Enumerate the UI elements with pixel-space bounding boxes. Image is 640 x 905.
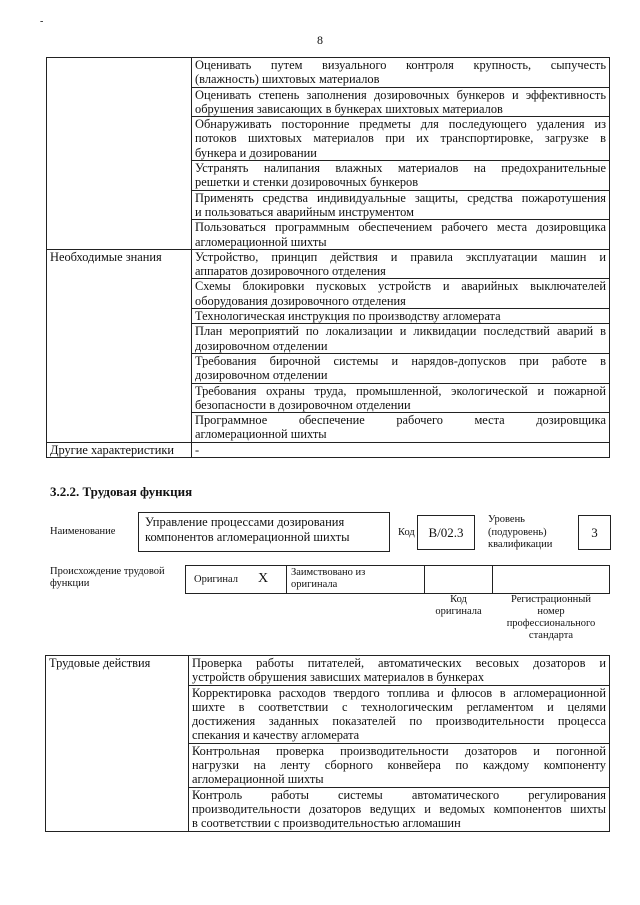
row-description xyxy=(192,87,610,117)
reg-caption-line2: номер xyxy=(537,606,565,617)
row-description xyxy=(189,743,610,787)
description-line: и пользоваться аварийным инструментом xyxy=(195,204,414,219)
table2-body xyxy=(46,656,610,832)
row-description xyxy=(192,383,610,413)
name-value-line1: Управление процессами дозирования xyxy=(145,515,345,529)
row-label: Необходимые знания xyxy=(47,249,192,442)
row-description xyxy=(189,787,610,831)
description-line: агломерационной шихты xyxy=(192,772,324,787)
description-line: шихте в соответствии с технологическим регламентом и целями xyxy=(192,699,606,714)
description-line: Требования охраны труда, промышленной, экологической и пожарной xyxy=(195,383,606,398)
original-label: Оригинал xyxy=(194,574,238,585)
table1-row xyxy=(47,249,610,279)
description-line: в соответствии с производительностью агломашин xyxy=(192,816,461,831)
row-description xyxy=(192,279,610,309)
row-description xyxy=(192,220,610,250)
description-line: Оценивать путем визуального контроля крупность, сыпучесть xyxy=(195,58,606,72)
code-caption-line2: оригинала xyxy=(435,606,482,617)
row-description xyxy=(192,442,610,457)
description-line: обрушения зависающих в бункерах шихтовых материалов xyxy=(195,101,503,116)
labor-actions-table xyxy=(45,655,610,832)
name-label: Наименование xyxy=(50,526,116,537)
description-line: нагрузки на ленту сборного конвейера по каждому компоненту xyxy=(192,758,606,773)
description-line: Требования бирочной системы и нарядов-допусков при работе в xyxy=(195,353,606,368)
origin-divider-3 xyxy=(492,565,493,593)
reg-number-caption xyxy=(493,594,609,642)
description-line: Программное обеспечение рабочего места дозировщика xyxy=(195,413,606,428)
row-label xyxy=(47,58,192,250)
description-line: спекания и качеству агломерата xyxy=(192,728,360,743)
description-line: План мероприятий по локализации и ликвидации последствий аварий в xyxy=(195,324,606,339)
description-line: Технологическая инструкция по производству агломерата xyxy=(195,309,501,324)
row-description xyxy=(192,161,610,191)
description-line: Оценивать степень заполнения дозировочных бункеров и эффективность xyxy=(195,87,606,102)
description-line: дозировочном отделении xyxy=(195,338,328,353)
description-line: достижения заданных показателей по производительности процесса xyxy=(192,714,606,729)
description-line: безопасности в дозировочном отделении xyxy=(195,397,411,412)
description-line: (влажность) шихтовых материалов xyxy=(195,72,380,87)
borrowed-line2: оригинала xyxy=(291,579,338,590)
reg-caption-line3: профессионального xyxy=(506,618,596,629)
level-label-line3: квалификации xyxy=(488,539,553,550)
description-line: Корректировка расходов твердого топлива и флюсов в агломерационной xyxy=(192,685,606,700)
description-line: Схемы блокировки пусковых устройств и аварийных выключателей xyxy=(195,279,606,294)
page-number: 8 xyxy=(317,33,323,47)
level-label xyxy=(488,514,552,552)
code-caption-line1: Код xyxy=(450,594,467,605)
origin-label-line1: Происхождение трудовой xyxy=(50,566,165,577)
description-line: потоков шихтовых материалов при их транспортировке, загрузке в xyxy=(195,131,606,146)
level-label-line2: (подуровень) xyxy=(488,526,547,538)
code-value: В/02.3 xyxy=(428,525,464,540)
level-value: 3 xyxy=(591,525,598,540)
borrowed-line1: Заимствовано из xyxy=(291,567,366,578)
description-line: дозировочном отделении xyxy=(195,368,328,383)
corner-mark: - xyxy=(40,16,44,27)
row-description xyxy=(192,413,610,443)
reg-caption-line1: Регистрационный xyxy=(511,594,591,605)
description-line: Контроль работы системы автоматического регулирования xyxy=(192,787,606,802)
table2-row xyxy=(46,656,610,686)
table1-row xyxy=(47,58,610,88)
description-line: Проверка работы питателей, автоматических весовых дозаторов и xyxy=(192,656,606,670)
origin-box xyxy=(185,565,610,594)
code-box xyxy=(417,515,475,550)
description-line: агломерационной шихты xyxy=(195,234,327,249)
description-line: Устранять налипания влажных материалов на предохранительные xyxy=(195,161,606,176)
level-label-line1: Уровень xyxy=(488,514,525,525)
origin-divider-2 xyxy=(424,565,425,593)
code-label: Код xyxy=(398,527,415,538)
borrowed-label xyxy=(291,567,365,591)
description-line: бункера и дозировании xyxy=(195,145,317,160)
row-description xyxy=(192,190,610,220)
code-original-caption xyxy=(425,594,492,618)
description-line: решетки и стенки дозировочных бункеров xyxy=(195,175,419,190)
table1-row xyxy=(47,442,610,457)
name-value-line2: компонентов агломерационной шихты xyxy=(145,529,350,544)
row-description xyxy=(189,656,610,686)
description-line: оборудования дозировочного отделения xyxy=(195,293,406,308)
origin-label-line2: функции xyxy=(50,578,90,589)
description-line: Пользоваться программным обеспечением рабочего места дозировщика xyxy=(195,220,606,235)
description-line: Применять средства индивидуальные защиты, средства пожаротушения xyxy=(195,190,606,205)
description-line: Обнаруживать посторонние предметы для последующего удаления из xyxy=(195,117,606,132)
description-line: Устройство, принцип действия и правила эксплуатации машин и xyxy=(195,249,606,264)
name-box xyxy=(138,512,390,552)
original-mark: X xyxy=(258,571,269,586)
description-line: агломерационной шихты xyxy=(195,427,327,442)
origin-label xyxy=(50,566,165,590)
row-description xyxy=(192,249,610,279)
row-description xyxy=(192,117,610,161)
row-label: Трудовые действия xyxy=(46,656,189,832)
level-box xyxy=(578,515,611,550)
description-line: устройств обрушения зависших материалов в бункерах xyxy=(192,670,485,685)
origin-divider-1 xyxy=(286,565,287,593)
row-description xyxy=(192,309,610,324)
skills-knowledge-table xyxy=(46,57,610,458)
row-description xyxy=(192,324,610,354)
row-description xyxy=(189,685,610,743)
description-line: Контрольная проверка производительности дозаторов и погонной xyxy=(192,743,606,758)
row-label: Другие характеристики xyxy=(47,442,192,457)
table1-body xyxy=(47,58,610,458)
section-title: 3.2.2. Трудовая функция xyxy=(50,484,193,499)
row-description xyxy=(192,353,610,383)
description-line: аппаратов дозировочного отделения xyxy=(195,264,386,279)
reg-caption-line4: стандарта xyxy=(528,630,574,641)
row-description xyxy=(192,58,610,88)
description-line: - xyxy=(195,442,200,457)
description-line: производительности дозаторов ведущих и ведомых компонентов шихты xyxy=(192,801,606,816)
